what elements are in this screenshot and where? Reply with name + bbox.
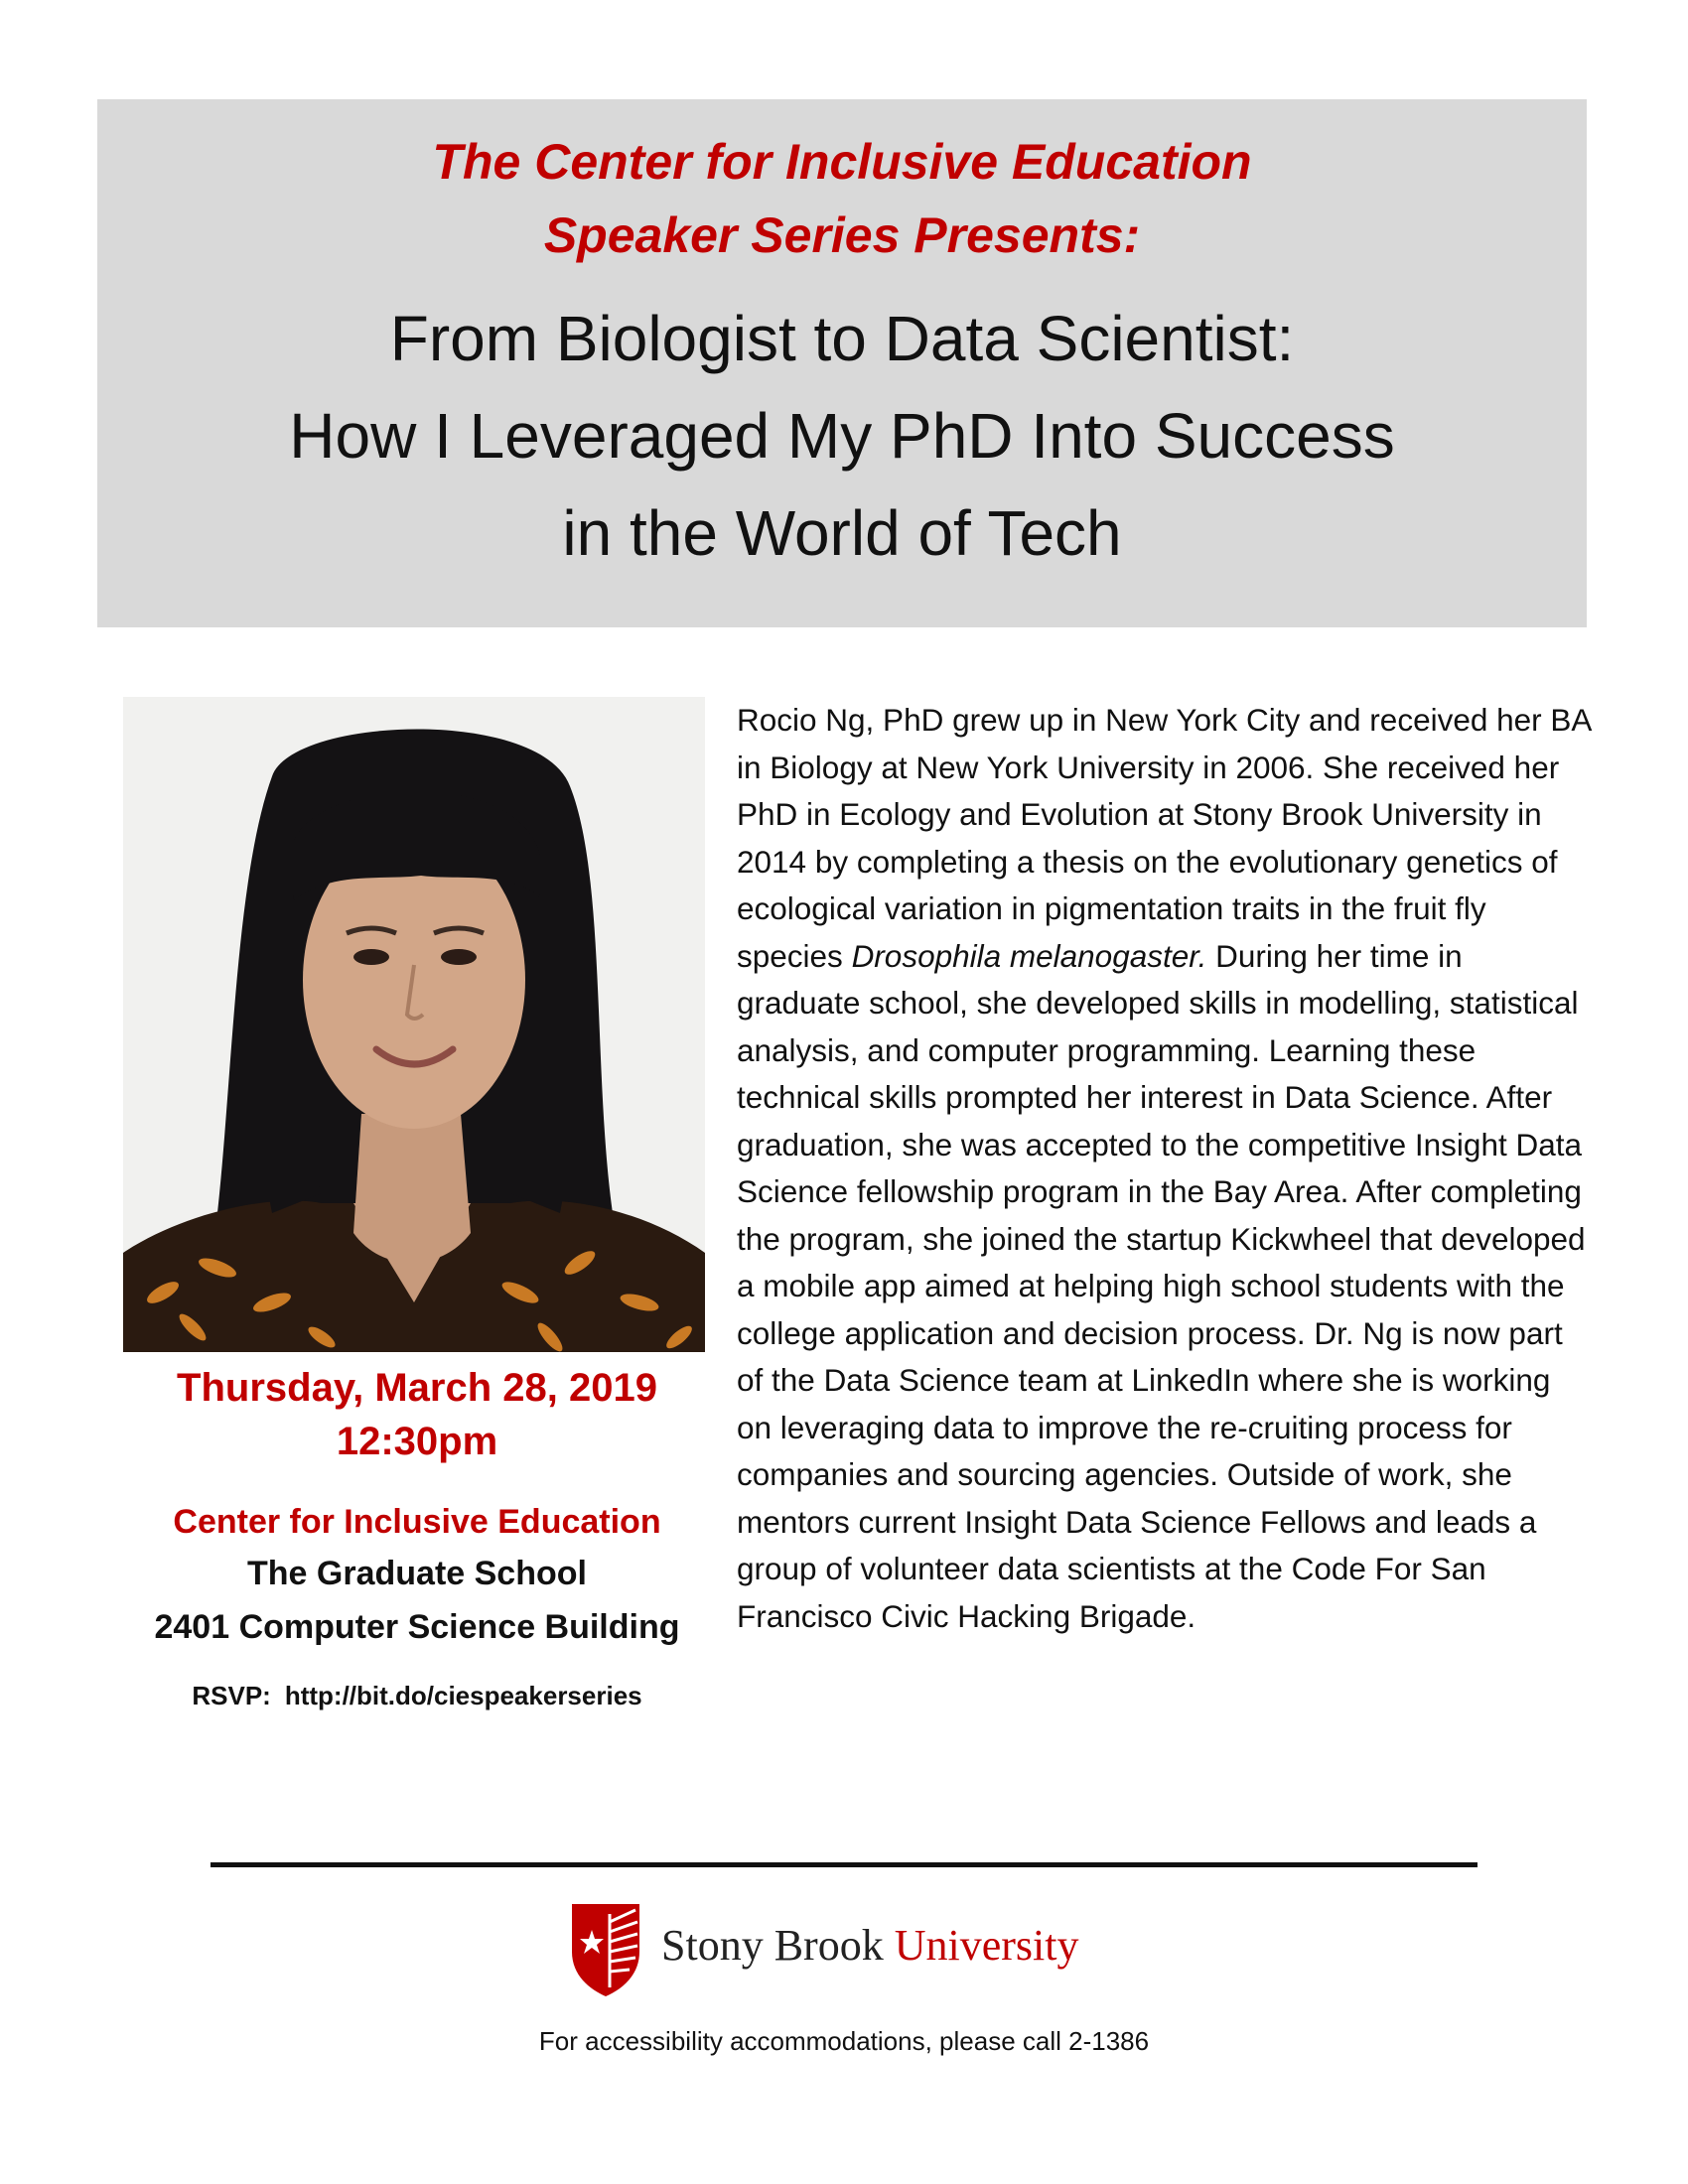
presenter-line-2: Speaker Series Presents: — [543, 207, 1141, 263]
event-time: 12:30pm — [336, 1420, 498, 1463]
divider-rule — [211, 1862, 1477, 1867]
presenter-line-1: The Center for Inclusive Education — [432, 134, 1252, 190]
talk-title — [97, 290, 1587, 582]
speaker-bio — [737, 697, 1591, 1640]
talk-title-line-1: From Biologist to Data Scientist: — [389, 303, 1295, 374]
bio-species-name: Drosophila melanogaster. — [851, 937, 1207, 974]
presenter-heading — [97, 125, 1587, 272]
venue-center: Center for Inclusive Education — [173, 1503, 661, 1541]
accessibility-note: For accessibility accommodations, please call 2-1386 — [538, 2026, 1150, 2056]
university-logo — [566, 1900, 1122, 1999]
shield-icon — [566, 1900, 645, 1999]
university-name — [661, 1918, 1078, 1974]
event-date: Thursday, March 28, 2019 — [177, 1366, 657, 1410]
university-name-part-2: University — [894, 1921, 1079, 1970]
venue-school: The Graduate School — [247, 1555, 587, 1592]
university-name-part-1: Stony Brook — [661, 1921, 895, 1970]
talk-title-line-2: How I Leveraged My PhD Into Success — [289, 400, 1395, 472]
title-banner — [97, 99, 1587, 627]
talk-title-line-3: in the World of Tech — [562, 497, 1122, 569]
venue-room: 2401 Computer Science Building — [154, 1608, 680, 1646]
event-details — [119, 1362, 715, 1715]
rsvp-label: RSVP: — [192, 1681, 271, 1710]
bio-text-part-2: During her time in graduate school, she developed skills in modelling, statistical analysis, and computer programming. Learning these technical skills prompted her interest in Data Science. After graduation, she was accepted to the competitive Insight Data Science fellowship program in the Bay Area. After completing the program, she joined the startup Kickwheel that developed a mobile app aimed at helping high school students with the college application and decision process. Dr. Ng is now part of the Data Science team at LinkedIn where she is working on leveraging data to improve the re-cruiting process for companies and sourcing agencies. Outside of work, she mentors current Insight Data Science Fellows and leads a group of volunteer data scientists at the Code For San Francisco Civic Hacking Brigade. — [737, 937, 1586, 1634]
rsvp-line — [119, 1676, 715, 1715]
bio-text-part-1: Rocio Ng, PhD grew up in New York City and received her BA in Biology at New York University in 2006. She received her PhD in Ecology and Evolution at Stony Brook University in 2014 by completing a thesis on the evolutionary genetics of ecological variation in pigmentation traits in the fruit fly species — [737, 702, 1591, 974]
speaker-photo — [123, 697, 705, 1352]
rsvp-link[interactable]: http://bit.do/ciespeakerseries — [284, 1681, 642, 1710]
